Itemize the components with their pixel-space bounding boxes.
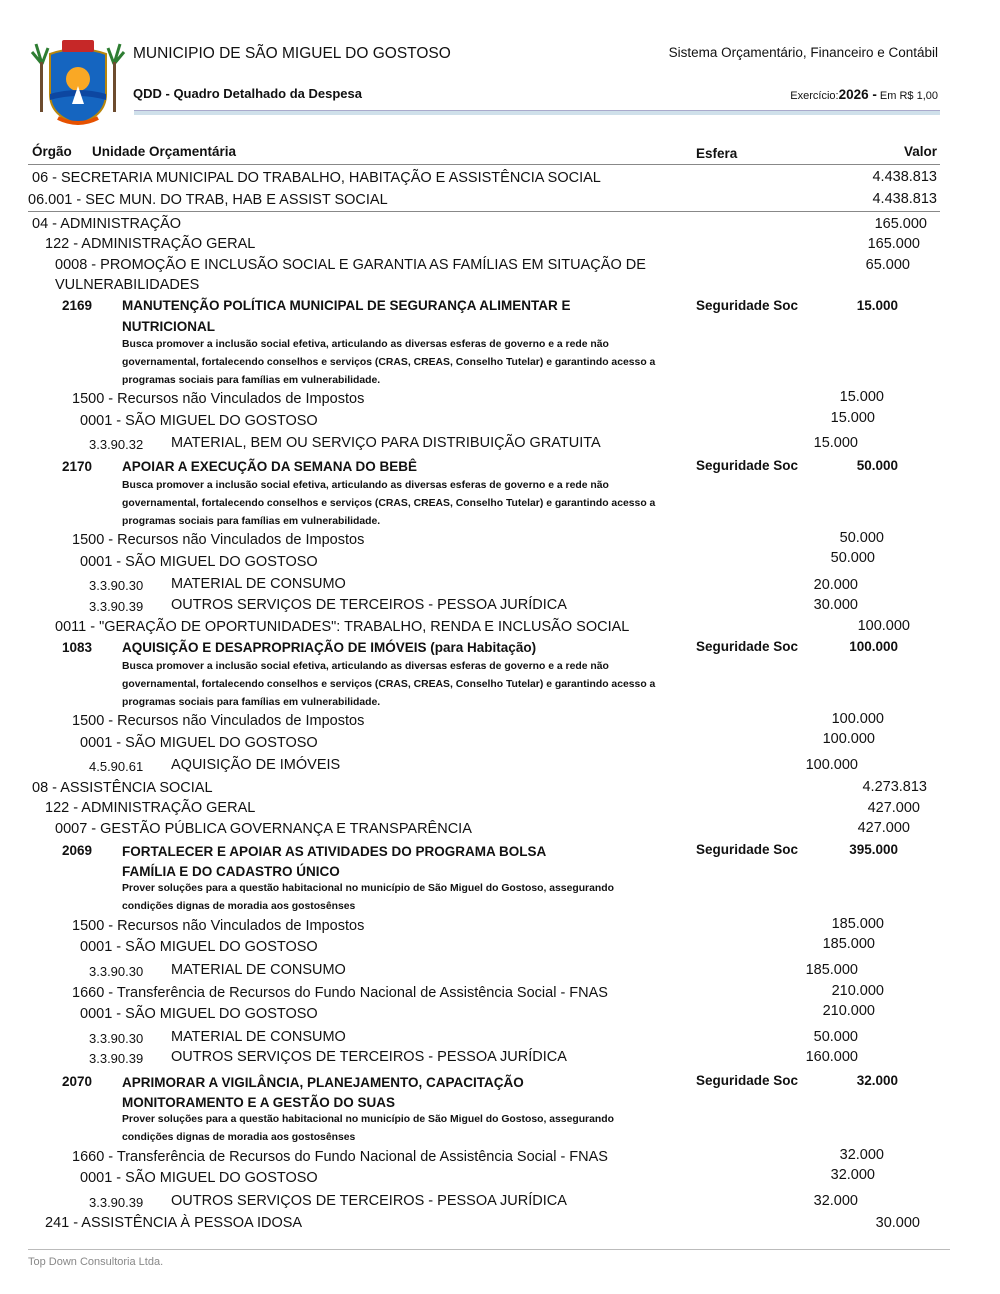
action-title-cont: MONITORAMENTO E A GESTÃO DO SUAS <box>122 1095 396 1110</box>
action-code: 2070 <box>62 1074 93 1089</box>
location-label: 0001 - SÃO MIGUEL DO GOSTOSO <box>80 413 318 429</box>
location-label: 0001 - SÃO MIGUEL DO GOSTOSO <box>80 554 318 570</box>
location-label: 0001 - SÃO MIGUEL DO GOSTOSO <box>80 1170 318 1186</box>
element-value: 160.000 <box>805 1049 858 1065</box>
action-title: APOIAR A EXECUÇÃO DA SEMANA DO BEBÊ <box>122 459 418 474</box>
function-value: 165.000 <box>874 216 927 232</box>
element-label: MATERIAL, BEM OU SERVIÇO PARA DISTRIBUIÇÃO GRATUITA <box>171 435 601 451</box>
action-code: 2069 <box>62 843 93 858</box>
program-label-cont: VULNERABILIDADES <box>55 277 200 293</box>
element-label: AQUISIÇÃO DE IMÓVEIS <box>171 757 341 773</box>
source-value: 50.000 <box>839 530 884 546</box>
municipality-name: MUNICIPIO DE SÃO MIGUEL DO GOSTOSO <box>133 45 451 62</box>
element-value: 185.000 <box>805 962 858 978</box>
action-value: 50.000 <box>856 458 898 473</box>
subfunction-value: 165.000 <box>867 236 920 252</box>
element-value: 20.000 <box>813 577 858 593</box>
currency-label: Em R$ 1,00 <box>879 90 938 102</box>
action-title: APRIMORAR A VIGILÂNCIA, PLANEJAMENTO, CAPACITAÇÃO <box>122 1075 524 1090</box>
function-label: 04 - ADMINISTRAÇÃO <box>32 216 182 232</box>
element-value: 32.000 <box>813 1193 858 1209</box>
location-value: 210.000 <box>822 1003 875 1019</box>
col-orgao: Órgão <box>32 144 72 159</box>
header-rule <box>134 110 940 115</box>
location-label: 0001 - SÃO MIGUEL DO GOSTOSO <box>80 1006 318 1022</box>
element-label: OUTROS SERVIÇOS DE TERCEIROS - PESSOA JURÍDICA <box>171 597 567 613</box>
subfunction-label: 122 - ADMINISTRAÇÃO GERAL <box>45 800 256 816</box>
location-value: 32.000 <box>830 1167 875 1183</box>
action-description: Prover soluções para a questão habitacional no município de São Miguel do Gostoso, assegurando condições dignas de moradia aos gostosênses <box>122 1114 614 1143</box>
program-label: 0008 - PROMOÇÃO E INCLUSÃO SOCIAL E GARANTIA AS FAMÍLIAS EM SITUAÇÃO DE <box>55 257 646 273</box>
element-value: 50.000 <box>813 1029 858 1045</box>
location-value: 15.000 <box>830 410 875 426</box>
action-title: MANUTENÇÃO POLÍTICA MUNICIPAL DE SEGURANÇA ALIMENTAR E <box>122 298 571 313</box>
subfunction-label: 241 - ASSISTÊNCIA À PESSOA IDOSA <box>45 1215 303 1231</box>
element-label: MATERIAL DE CONSUMO <box>171 962 346 978</box>
action-description: Busca promover a inclusão social efetiva, articulando as diversas esferas de governo e a rede não governamental, fortalecendo conselhos e serviços (CRAS, CREAS, Conselho Tutelar) e garantindo acesso a programas sociais para famílias em vulnerabilidade. <box>122 339 656 386</box>
location-label: 0001 - SÃO MIGUEL DO GOSTOSO <box>80 735 318 751</box>
program-label: 0011 - "GERAÇÃO DE OPORTUNIDADES": TRABALHO, RENDA E INCLUSÃO SOCIAL <box>55 619 630 635</box>
action-value: 395.000 <box>849 842 898 857</box>
action-esfera: Seguridade Soc <box>696 458 799 473</box>
source-label: 1660 - Transferência de Recursos do Fundo Nacional de Assistência Social - FNAS <box>72 985 608 1001</box>
source-label: 1500 - Recursos não Vinculados de Impostos <box>72 918 365 934</box>
element-code: 3.3.90.39 <box>89 1195 144 1210</box>
source-value: 210.000 <box>831 983 884 999</box>
element-label: MATERIAL DE CONSUMO <box>171 576 346 592</box>
action-esfera: Seguridade Soc <box>696 298 799 313</box>
source-label: 1660 - Transferência de Recursos do Fundo Nacional de Assistência Social - FNAS <box>72 1149 608 1165</box>
action-description: Prover soluções para a questão habitacional no município de São Miguel do Gostoso, assegurando condições dignas de moradia aos gostosênses <box>122 883 614 912</box>
subfunction-label: 122 - ADMINISTRAÇÃO GERAL <box>45 236 256 252</box>
function-value: 4.273.813 <box>862 779 927 795</box>
action-esfera: Seguridade Soc <box>696 1073 799 1088</box>
element-value: 100.000 <box>805 757 858 773</box>
location-label: 0001 - SÃO MIGUEL DO GOSTOSO <box>80 939 318 955</box>
action-value: 15.000 <box>856 298 898 313</box>
action-code: 2170 <box>62 459 93 474</box>
exercise-year: 2026 - <box>838 87 877 102</box>
col-valor: Valor <box>903 144 937 159</box>
element-code: 3.3.90.32 <box>89 437 144 452</box>
subfunction-value: 427.000 <box>867 800 920 816</box>
program-value: 65.000 <box>865 257 910 273</box>
function-label: 08 - ASSISTÊNCIA SOCIAL <box>32 780 213 796</box>
col-unidade: Unidade Orçamentária <box>92 144 237 159</box>
element-value: 30.000 <box>813 597 858 613</box>
exercise-info <box>790 87 938 102</box>
source-label: 1500 - Recursos não Vinculados de Impostos <box>72 391 365 407</box>
element-code: 3.3.90.30 <box>89 1031 144 1046</box>
footer-rule <box>28 1249 950 1250</box>
element-code: 3.3.90.39 <box>89 1051 144 1066</box>
action-description: Busca promover a inclusão social efetiva, articulando as diversas esferas de governo e a rede não governamental, fortalecendo conselhos e serviços (CRAS, CREAS, Conselho Tutelar) e garantindo acesso a programas sociais para famílias em vulnerabilidade. <box>122 661 656 708</box>
element-label: MATERIAL DE CONSUMO <box>171 1029 346 1045</box>
action-esfera: Seguridade Soc <box>696 842 799 857</box>
action-title-cont: NUTRICIONAL <box>122 319 215 334</box>
program-value: 427.000 <box>857 820 910 836</box>
action-esfera: Seguridade Soc <box>696 639 799 654</box>
action-title: AQUISIÇÃO E DESAPROPRIAÇÃO DE IMÓVEIS (para Habitação) <box>122 640 537 655</box>
system-name: Sistema Orçamentário, Financeiro e Contábil <box>668 45 938 60</box>
col-esfera: Esfera <box>696 146 738 161</box>
unidade-value: 4.438.813 <box>872 191 937 207</box>
column-header-rule <box>28 164 940 165</box>
source-value: 32.000 <box>839 1147 884 1163</box>
source-value: 100.000 <box>831 711 884 727</box>
action-title-cont: FAMÍLIA E DO CADASTRO ÚNICO <box>122 864 340 879</box>
action-title: FORTALECER E APOIAR AS ATIVIDADES DO PROGRAMA BOLSA <box>122 844 547 859</box>
subfunction-value: 30.000 <box>875 1215 920 1231</box>
secretaria-value: 4.438.813 <box>872 169 937 185</box>
element-code: 3.3.90.30 <box>89 964 144 979</box>
location-value: 50.000 <box>830 550 875 566</box>
action-value: 100.000 <box>849 639 898 654</box>
action-description: Busca promover a inclusão social efetiva, articulando as diversas esferas de governo e a rede não governamental, fortalecendo conselhos e serviços (CRAS, CREAS, Conselho Tutelar) e garantindo acesso a programas sociais para famílias em vulnerabilidade. <box>122 480 656 527</box>
secretaria-label: 06 - SECRETARIA MUNICIPAL DO TRABALHO, HABITAÇÃO E ASSISTÊNCIA SOCIAL <box>32 170 601 186</box>
element-value: 15.000 <box>813 435 858 451</box>
element-code: 3.3.90.30 <box>89 578 144 593</box>
action-code: 1083 <box>62 640 93 655</box>
source-value: 185.000 <box>831 916 884 932</box>
element-label: OUTROS SERVIÇOS DE TERCEIROS - PESSOA JURÍDICA <box>171 1049 567 1065</box>
report-title: QDD - Quadro Detalhado da Despesa <box>133 86 362 101</box>
action-code: 2169 <box>62 298 93 313</box>
action-value: 32.000 <box>856 1073 898 1088</box>
footer-company: Top Down Consultoria Ltda. <box>28 1256 164 1268</box>
unidade-label: 06.001 - SEC MUN. DO TRAB, HAB E ASSIST SOCIAL <box>28 192 388 208</box>
municipal-coat-of-arms <box>28 34 128 126</box>
exercise-label: Exercício: <box>790 90 839 102</box>
location-value: 100.000 <box>822 731 875 747</box>
program-label: 0007 - GESTÃO PÚBLICA GOVERNANÇA E TRANSPARÊNCIA <box>55 821 472 837</box>
source-label: 1500 - Recursos não Vinculados de Impostos <box>72 713 365 729</box>
unidade-rule <box>28 211 940 212</box>
element-label: OUTROS SERVIÇOS DE TERCEIROS - PESSOA JURÍDICA <box>171 1193 567 1209</box>
program-value: 100.000 <box>857 618 910 634</box>
element-code: 4.5.90.61 <box>89 759 144 774</box>
location-value: 185.000 <box>822 936 875 952</box>
source-label: 1500 - Recursos não Vinculados de Impostos <box>72 532 365 548</box>
source-value: 15.000 <box>839 389 884 405</box>
element-code: 3.3.90.39 <box>89 599 144 614</box>
